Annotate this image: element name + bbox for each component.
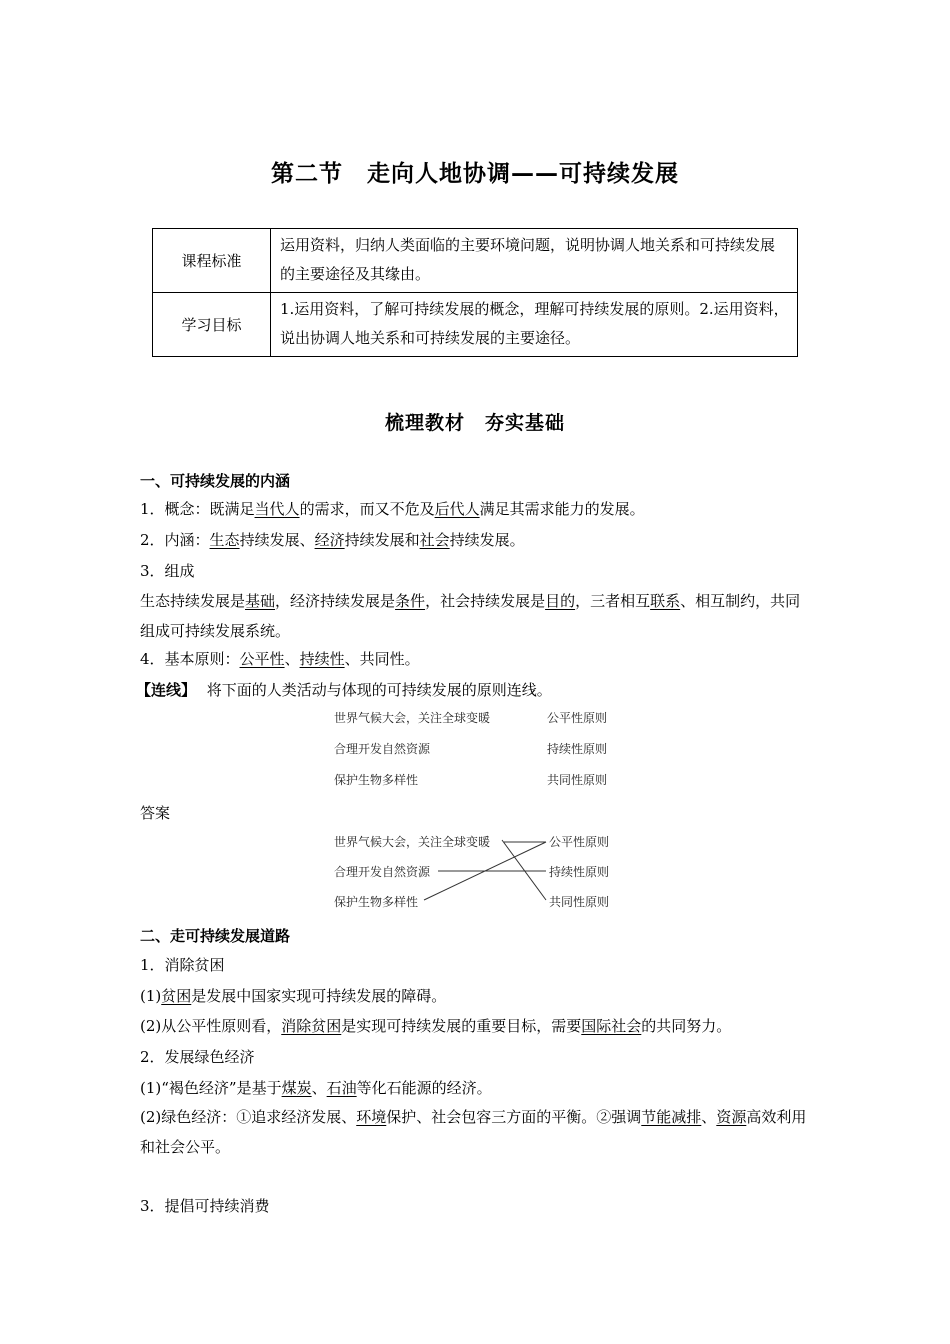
connotation-line (140, 529, 525, 551)
text-span: 保护、社会包容三方面的平衡。②强调 (386, 1108, 642, 1126)
text-span: 等化石能源的经济。 (356, 1079, 492, 1097)
answer-blank: 节能减排 (641, 1108, 702, 1126)
principle-label: 共同性原则 (549, 895, 610, 909)
activity-label: 世界气候大会，关注全球变暖 (334, 711, 491, 725)
text-span: 1．概念：既满足 (140, 500, 255, 518)
principle-label: 持续性原则 (549, 865, 610, 879)
composition-heading: 3．组成 (140, 562, 195, 580)
text-span: (1) (140, 987, 162, 1005)
composition-paragraph (140, 586, 812, 646)
table-row-content: 1.运用资料，了解可持续发展的概念，理解可持续发展的原则。2.运用资料，说出协调人地关系和可持续发展的主要途径。 (271, 293, 798, 357)
text-span: 、 (311, 1079, 327, 1097)
text-span: ，经济持续发展是 (275, 592, 396, 610)
text-span: (2)绿色经济：①追求经济发展、 (140, 1108, 357, 1126)
answer-blank: 公平性 (239, 650, 285, 668)
consumption-heading: 3．提倡可持续消费 (140, 1197, 270, 1215)
answer-blank: 后代人 (434, 500, 480, 518)
concept-line (140, 498, 645, 520)
answer-blank: 资源 (716, 1108, 747, 1126)
answer-blank: 联系 (650, 592, 681, 610)
text-span: (1)“褐色经济”是基于 (140, 1079, 282, 1097)
answer-blank: 持续性 (299, 650, 345, 668)
activity-label: 合理开发自然资源 (334, 865, 431, 879)
text-span: 2．内涵： (140, 531, 210, 549)
text-span: (2)从公平性原则看， (140, 1017, 282, 1035)
part2-heading: 二、走可持续发展道路 (140, 927, 291, 945)
text-span: 、共同性。 (344, 650, 420, 668)
green-economy-paragraph (140, 1102, 812, 1162)
green-economy-heading: 2．发展绿色经济 (140, 1048, 255, 1066)
text-span: 、 (284, 650, 300, 668)
text-span: 是发展中国家实现可持续发展的障碍。 (191, 987, 447, 1005)
text-span: ，三者相互 (575, 592, 651, 610)
table-row-label: 课程标准 (153, 229, 271, 293)
matching-question-diagram (320, 704, 640, 796)
table-row (153, 229, 798, 293)
poverty-line-2 (140, 1015, 731, 1037)
text-span: 持续发展、 (239, 531, 315, 549)
activity-label: 世界气候大会，关注全球变暖 (334, 835, 491, 849)
text-span: 的共同努力。 (641, 1017, 732, 1035)
table-row-label: 学习目标 (153, 293, 271, 357)
answer-blank: 生态 (209, 531, 240, 549)
answer-blank: 经济 (314, 531, 345, 549)
link-tag: 【连线】 (136, 681, 197, 699)
text-span: 满足其需求能力的发展。 (479, 500, 645, 518)
text-span: 是实现可持续发展的重要目标，需要 (341, 1017, 582, 1035)
section-title: 梳理教材 夯实基础 (384, 412, 565, 434)
answer-label: 答案 (140, 804, 171, 822)
text-span: 生态持续发展是 (140, 592, 246, 610)
answer-blank: 贫困 (161, 987, 192, 1005)
answer-blank: 消除贫困 (281, 1017, 342, 1035)
text-span: 、相互制约，共同组成可持续发展系统。 (140, 592, 801, 640)
matching-answer-diagram (320, 828, 640, 918)
answer-blank: 环境 (356, 1108, 387, 1126)
activity-label: 保护生物多样性 (334, 895, 419, 909)
table-row-content: 运用资料，归纳人类面临的主要环境问题，说明协调人地关系和可持续发展的主要途径及其缘由。 (271, 229, 798, 293)
answer-blank: 当代人 (254, 500, 300, 518)
text-span: 4．基本原则： (140, 650, 240, 668)
answer-blank: 社会 (419, 531, 450, 549)
poverty-line-1 (140, 985, 446, 1007)
principle-label: 公平性原则 (549, 835, 610, 849)
green-economy-line-1 (140, 1077, 492, 1099)
table-row (153, 293, 798, 357)
answer-blank: 基础 (245, 592, 276, 610)
link-instruction: 将下面的人类活动与体现的可持续发展的原则连线。 (206, 681, 552, 699)
connector-line (502, 840, 546, 900)
principle-label: 共同性原则 (547, 773, 608, 787)
activity-label: 合理开发自然资源 (334, 742, 431, 756)
principle-label: 公平性原则 (547, 711, 608, 725)
text-span: ，社会持续发展是 (425, 592, 546, 610)
text-span: 持续发展。 (449, 531, 525, 549)
answer-blank: 条件 (395, 592, 426, 610)
text-span: 的需求，而又不危及 (299, 500, 435, 518)
principles-line (140, 648, 420, 670)
answer-blank: 石油 (326, 1079, 357, 1097)
text-span: 高效利用和社会公平。 (140, 1108, 807, 1156)
answer-blank: 煤炭 (281, 1079, 312, 1097)
text-span: 持续发展和 (344, 531, 420, 549)
standards-table (152, 228, 798, 357)
page-title: 第二节 走向人地协调——可持续发展 (271, 161, 679, 187)
activity-label: 保护生物多样性 (334, 773, 419, 787)
answer-blank: 国际社会 (581, 1017, 642, 1035)
poverty-heading: 1．消除贫困 (140, 956, 225, 974)
link-exercise-line (136, 679, 552, 701)
answer-blank: 目的 (545, 592, 576, 610)
text-span: 、 (701, 1108, 717, 1126)
principle-label: 持续性原则 (547, 742, 608, 756)
part1-heading: 一、可持续发展的内涵 (140, 472, 291, 490)
